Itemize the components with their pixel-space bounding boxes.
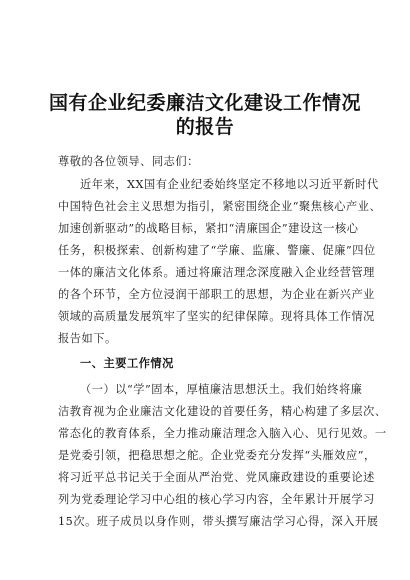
paragraph-line: 中国特色社会主义思想为指引，紧密围绕企业“聚焦核心产业、 xyxy=(58,200,382,213)
paragraph-line: （一）以“学”固本，厚植廉洁思想沃土。我们始终将廉 xyxy=(80,383,363,396)
paragraph-line: 加速创新驱动”的战略目标，紧扣“清廉国企”建设这一核心 xyxy=(58,222,359,235)
paragraph-line: 常态化的教育体系，全力推动廉洁理念入脑入心、见行见效。一 xyxy=(58,427,387,440)
document-title: 国有企业纪委廉洁文化建设工作情况 xyxy=(48,92,361,114)
paragraph-line: 一体的廉洁文化体系。通过将廉洁理念深度融入企业经营管理 xyxy=(58,266,375,279)
paragraph-line: 洁教育视为企业廉洁文化建设的首要任务，精心构建了多层次、 xyxy=(58,405,387,418)
paragraph-line: 近年来，XX国有企业纪委始终坚定不移地以习近平新时代 xyxy=(80,178,379,191)
section-heading: 一、主要工作情况 xyxy=(80,357,174,370)
paragraph-line: 领域的高质量发展筑牢了坚实的纪律保障。现将具体工作情况 xyxy=(58,310,375,323)
paragraph-line: 列为党委理论学习中心组的核心学习内容，全年累计开展学习 xyxy=(58,493,375,506)
paragraph-line: 15次。班子成员以身作则，带头撰写廉洁学习心得，深入开展 xyxy=(58,515,379,528)
document-title-continued: 的报告 xyxy=(175,116,235,138)
paragraph-line: 任务，积极探索、创新构建了“学廉、监廉、警廉、促廉”四位 xyxy=(58,244,376,257)
paragraph-line: 的各个环节，全方位浸润干部职工的思想，为企业在新兴产业 xyxy=(58,288,375,301)
paragraph-line: 报告如下。 xyxy=(58,332,117,345)
paragraph-line: 将习近平总书记关于全面从严治党、党风廉政建设的重要论述 xyxy=(58,471,375,484)
salutation: 尊敬的各位领导、同志们： xyxy=(58,155,199,168)
paragraph-line: 是党委引领，把稳思想之舵。企业党委充分发挥“头雁效应”， xyxy=(58,449,376,462)
